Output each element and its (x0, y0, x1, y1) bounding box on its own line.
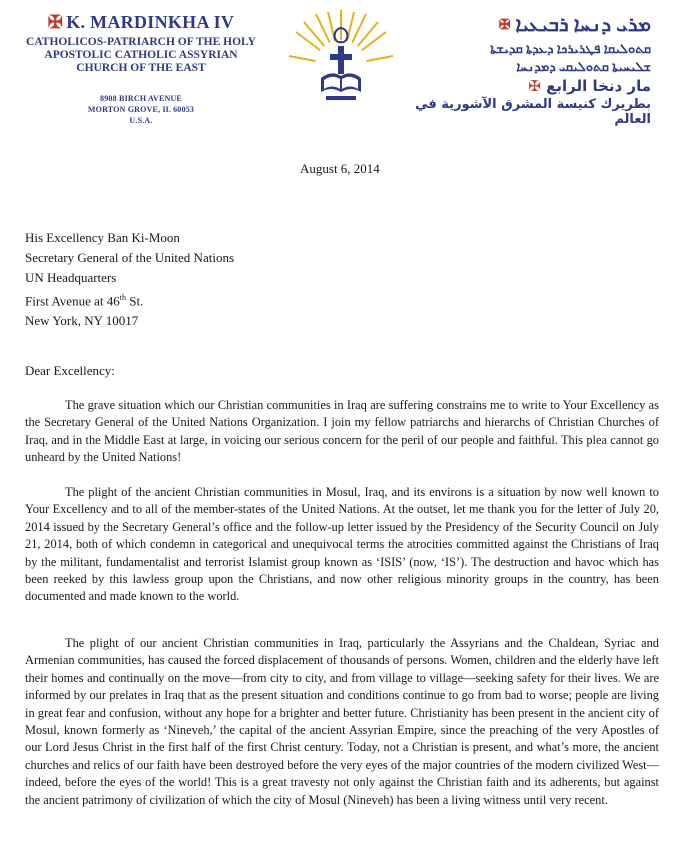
cross-icon: ✠ (528, 77, 541, 95)
address-line: 8908 BIRCH AVENUE (100, 94, 182, 103)
street-suffix: St. (125, 293, 144, 309)
paragraph: The plight of our ancient Christian communities in Iraq, particularly the Assyrians and the Chaldean, Syriac and Armenian communities, has caused the forced displacement of thousands of persons. Women, children and the elderly have left their homes and continually on the move—from city to city, and from village to village—seeking safety for their lives. We are informed by our prelates in Iraq that as the present situation and conditions continue to go from bad to worse; people are living in great fear and confusion, without any hope for a brighter and better future. Christianity has been present in the ancient city of Mosul, known formerly as ‘Nineveh,’ the capital of the ancient Assyrian Empire, since the preaching of the very Apostles of our Lord Jesus Christ in the first half of the first Christ century. Today, not a Christian is present, and what’s more, the ancient churches and relics of our faith have been destroyed before the very eyes of the major countries of the modern civilized West—indeed, before the eyes of the world! This is a great travesty not only against the Christian faith and its adherents, but against the ancient patrimony of civilization of which the city of Mosul (Nineveh) has been a living witness until very recent. (25, 636, 659, 807)
paragraph: The plight of the ancient Christian communities in Mosul, Iraq, and its environs is a situation by now well known to Your Excellency and to all of the member-states of the United Nations. At the outset, let me thank you for the letter of July 20, 2014 issued by the Secretary General’s office and the follow-up letter issued by the Presidency of the Security Council on July 21, 2014, both of which condemn in categorical and unequivocal terms the atrocities committed against the Christians of Iraq by the militant, fundamentalist and terrorist Islamist group known as ‘ISIS’ (now, ‘IS’). The destruction and havoc which has been reeked by this lawless group upon the Christians, and now other religious minority groups in the country, has been documented and made known to the world. (25, 485, 659, 604)
syriac-title-line: ܩܬܘܠܝܩܐ ܦܛܪܝܪܟܐ ܕܥܕܬܐ ܩܕܝܫܬܐ (490, 41, 651, 56)
street-text: First Avenue at 46 (25, 293, 120, 309)
letterhead-right (401, 14, 651, 127)
addressee-block (25, 228, 234, 331)
letter-date: August 6, 2014 (300, 161, 380, 176)
arabic-name-text: مار دنخا الرابع (546, 77, 651, 95)
patriarch-name-text: K. MARDINKHA IV (66, 12, 235, 32)
patriarch-name (10, 12, 272, 33)
title-line: CHURCH OF THE EAST (76, 62, 206, 74)
paragraph: The grave situation which our Christian communities in Iraq are suffering constrains me to write to Your Excellency as the Secretary General of the United Nations Organization. I join my fellow patriarchs and hierarchs of Christian Churches of Iraq, and in the Middle East at large, in voicing our serious concern for the peril of our people and faithful. This plea cannot go unheard by the United Nations! (25, 398, 659, 465)
syriac-title-line: ܫܠܝܚܝܬܐ ܩܬܘܠܝܩܝ ܕܡܕܢܚܐ (516, 59, 651, 74)
addressee-line: Secretary General of the United Nations (25, 250, 235, 265)
addressee-line: New York, NY 10017 (25, 313, 139, 329)
address-line: U.S.A. (129, 116, 153, 125)
letterhead-address (10, 93, 272, 126)
letterhead-left (10, 12, 272, 126)
addressee-line (25, 288, 234, 311)
ordinal-suffix: th (119, 293, 126, 302)
title-line: APOSTOLIC CATHOLIC ASSYRIAN (44, 49, 238, 61)
patriarch-title (10, 36, 272, 75)
arabic-name (401, 77, 651, 95)
address-line: MORTON GROVE, IL 60053 (87, 105, 195, 114)
title-line: CATHOLICOS-PATRIARCH OF THE HOLY (26, 36, 256, 48)
arabic-title: بطريرك كنيسة المشرق الآشورية في العالم (415, 97, 651, 127)
cross-icon: ✠ (498, 14, 511, 36)
syriac-name-text: ܡܪܝ ܕܢܚܐ ܪܒܝܥܝܐ (515, 14, 651, 36)
cross-icon: ✠ (47, 12, 64, 32)
addressee-line: His Excellency Ban Ki-Moon (25, 230, 180, 245)
salutation: Dear Excellency: (25, 363, 115, 378)
church-seal-icon (286, 8, 396, 118)
syriac-name (401, 14, 651, 37)
addressee-line: UN Headquarters (25, 270, 117, 285)
